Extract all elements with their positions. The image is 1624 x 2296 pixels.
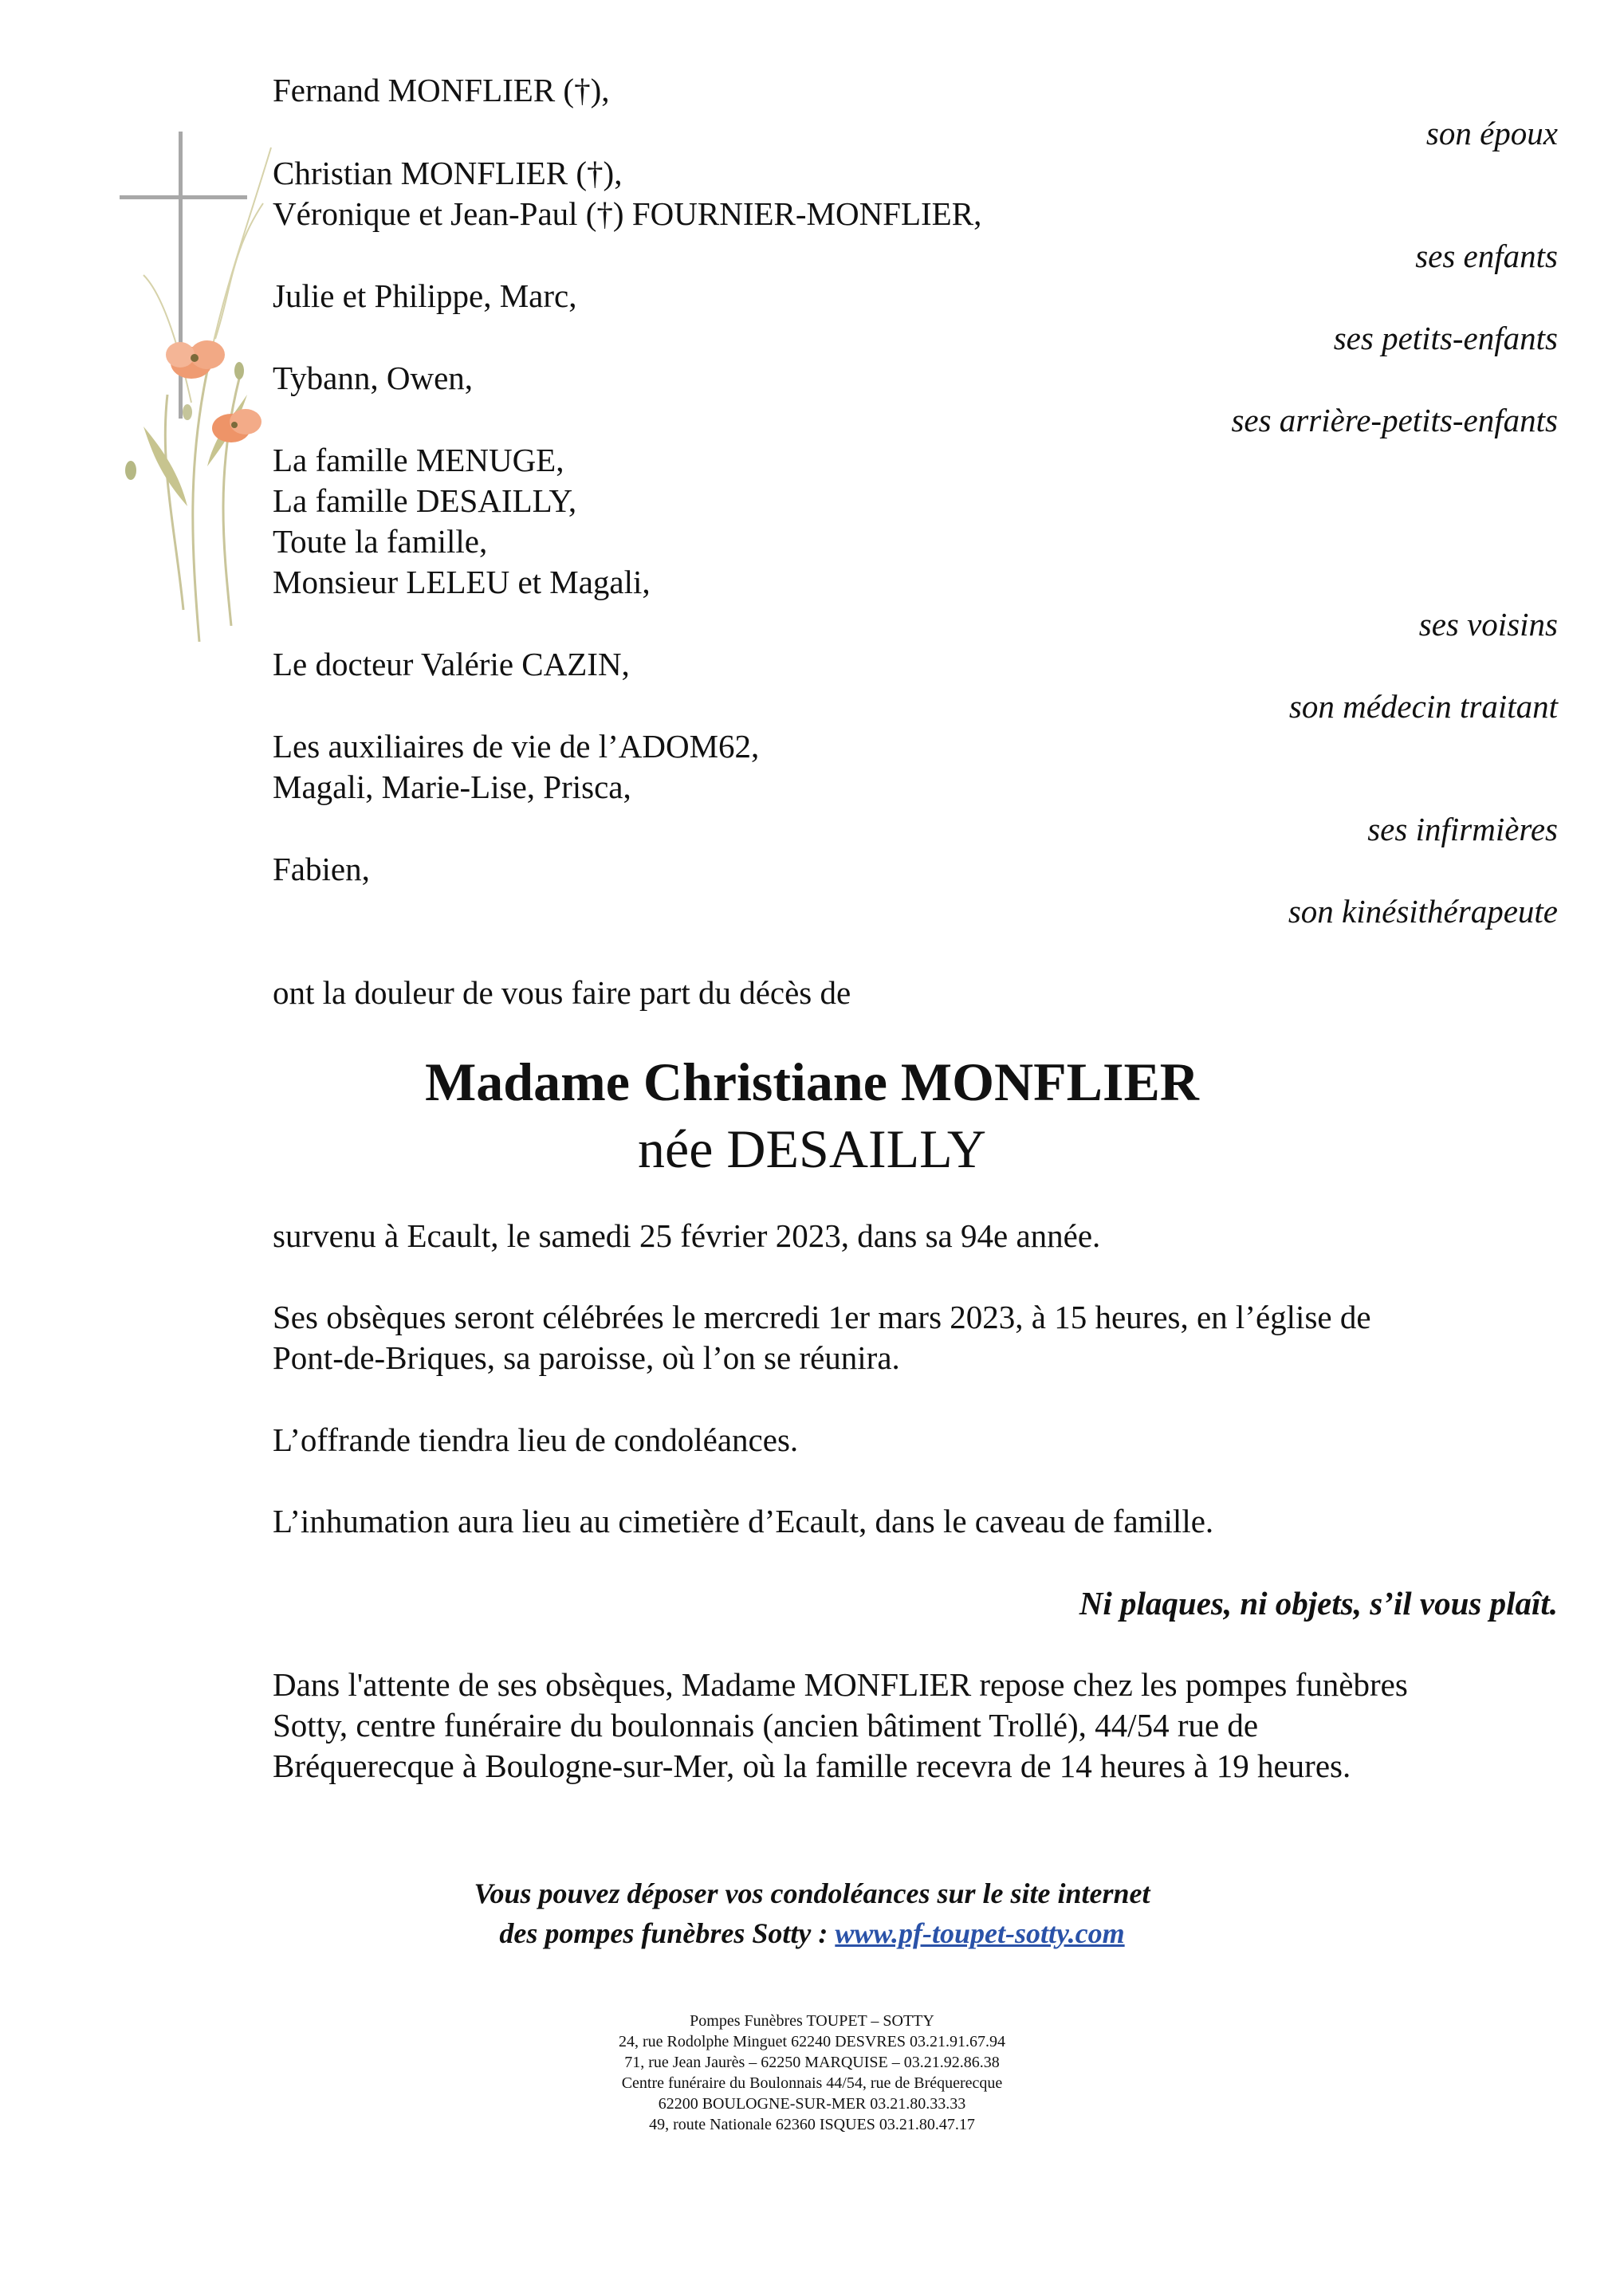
- family-line-neighbours: Monsieur LELEU et Magali,: [273, 564, 651, 600]
- family-line-menuge: La famille MENUGE,: [273, 442, 564, 478]
- funeral-details-line-2: Pont-de-Briques, sa paroisse, où l’on se réunira.: [273, 1339, 900, 1376]
- footer-address-desvres: 24, rue Rodolphe Minguet 62240 DESVRES 03.21.91.67.94: [619, 2033, 1005, 2050]
- rest-details-line-2: Sotty, centre funéraire du boulonnais (ancien bâtiment Trollé), 44/54 rue de: [273, 1707, 1259, 1744]
- footer-address-centre: Centre funéraire du Boulonnais 44/54, rue de Bréquerecque: [621, 2074, 1003, 2092]
- footer-address-marquise: 71, rue Jean Jaurès – 62250 MARQUISE – 03.21.92.86.38: [624, 2054, 1000, 2071]
- condolences-website-link[interactable]: www.pf-toupet-sotty.com: [835, 1917, 1125, 1949]
- role-nurses: ses infirmières: [1367, 811, 1558, 847]
- family-line-aides: Les auxiliaires de vie de l’ADOM62,: [273, 728, 760, 765]
- role-doctor: son médecin traitant: [1288, 688, 1558, 725]
- role-spouse: son époux: [1425, 115, 1558, 151]
- role-children: ses enfants: [1415, 238, 1558, 274]
- death-details: survenu à Ecault, le samedi 25 février 2023, dans sa 94e année.: [273, 1217, 1101, 1254]
- role-neighbours: ses voisins: [1418, 606, 1558, 643]
- family-line-grandchildren: Julie et Philippe, Marc,: [273, 277, 577, 314]
- family-line-child-1: Christian MONFLIER (†),: [273, 155, 623, 191]
- role-grandchildren: ses petits-enfants: [1333, 320, 1558, 356]
- rest-details-line-3: Bréquerecque à Boulogne-sur-Mer, où la famille recevra de 14 heures à 19 heures.: [273, 1748, 1351, 1784]
- no-flowers-note: Ni plaques, ni objets, s’il vous plaît.: [1079, 1585, 1558, 1622]
- condolences-prefix: des pompes funèbres Sotty :: [499, 1917, 836, 1949]
- offering-note: L’offrande tiendra lieu de condoléances.: [273, 1421, 799, 1458]
- deceased-maiden-name: née DESAILLY: [638, 1119, 986, 1179]
- burial-details: L’inhumation aura lieu au cimetière d’Ecault, dans le caveau de famille.: [273, 1503, 1214, 1539]
- rest-details-line-1: Dans l'attente de ses obsèques, Madame MONFLIER repose chez les pompes funèbres: [273, 1666, 1408, 1703]
- family-line-great-grandchildren: Tybann, Owen,: [273, 360, 474, 396]
- deceased-name: Madame Christiane MONFLIER: [425, 1052, 1199, 1112]
- funeral-details-line-1: Ses obsèques seront célébrées le mercredi 1er mars 2023, à 15 heures, en l’église de: [273, 1299, 1371, 1335]
- role-great-grandchildren: ses arrière-petits-enfants: [1231, 402, 1558, 438]
- family-line-all: Toute la famille,: [273, 523, 488, 560]
- footer-company: Pompes Funèbres TOUPET – SOTTY: [690, 2012, 934, 2030]
- family-line-doctor: Le docteur Valérie CAZIN,: [273, 646, 630, 682]
- family-line-desailly: La famille DESAILLY,: [273, 482, 577, 519]
- family-line-nurses: Magali, Marie-Lise, Prisca,: [273, 769, 631, 805]
- condolences-line-2: [0, 1913, 1624, 1953]
- family-line-child-2: Véronique et Jean-Paul (†) FOURNIER-MONFLIER,: [273, 195, 982, 232]
- condolences-line-1: Vous pouvez déposer vos condoléances sur le site internet: [474, 1877, 1150, 1909]
- footer-address-boulogne: 62200 BOULOGNE-SUR-MER 03.21.80.33.33: [658, 2095, 966, 2113]
- family-line-physio: Fabien,: [273, 851, 370, 887]
- announcement-text: ont la douleur de vous faire part du décès de: [273, 974, 851, 1011]
- role-physio: son kinésithérapeute: [1288, 893, 1558, 930]
- family-line-spouse: Fernand MONFLIER (†),: [273, 72, 610, 108]
- footer-address-isques: 49, route Nationale 62360 ISQUES 03.21.80.47.17: [649, 2116, 975, 2133]
